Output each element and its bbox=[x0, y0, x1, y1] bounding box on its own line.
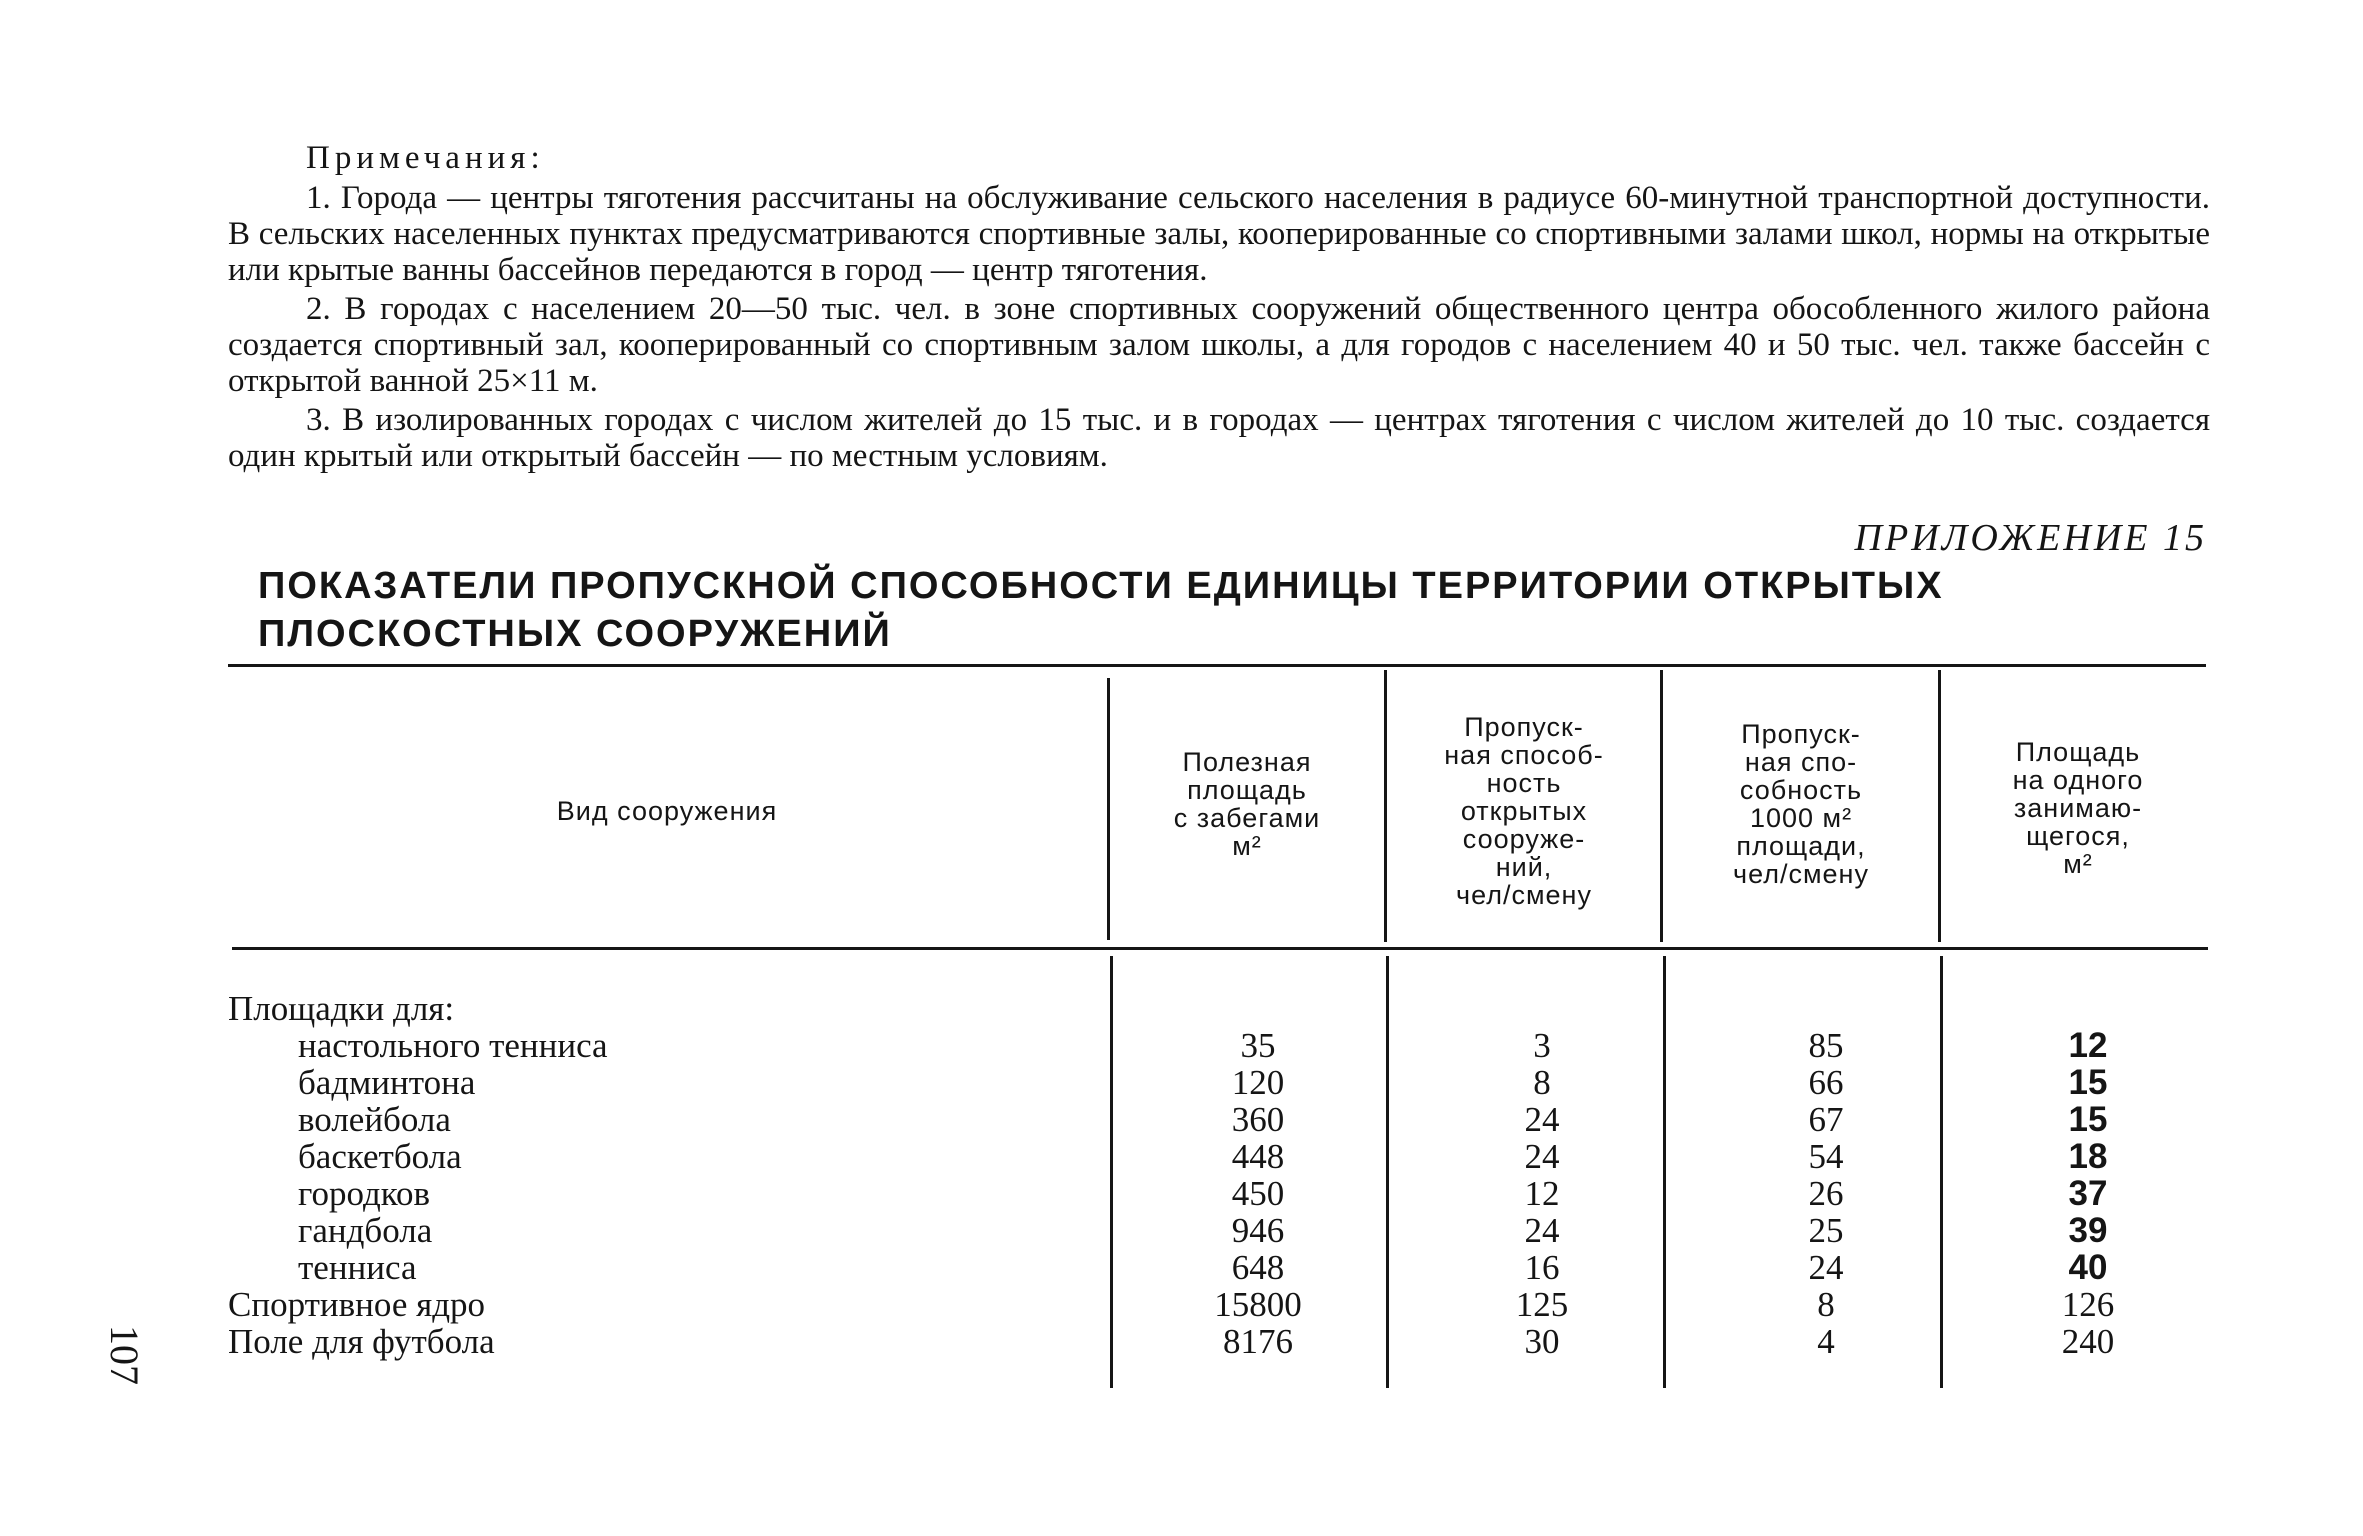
group-label: Площадки для: bbox=[228, 989, 455, 1028]
table-row bbox=[0, 1323, 2363, 1360]
table-row bbox=[0, 1175, 2363, 1212]
cell-per-1000: 54 bbox=[1808, 1137, 1844, 1176]
cell-per-person: 126 bbox=[2061, 1285, 2115, 1324]
header-type: Вид сооружения bbox=[556, 796, 778, 826]
cell-capacity: 125 bbox=[1515, 1285, 1569, 1324]
header-line: собность bbox=[1739, 775, 1863, 805]
table-row bbox=[0, 990, 2363, 1027]
cell-capacity: 16 bbox=[1524, 1248, 1560, 1287]
row-name: городков bbox=[298, 1174, 431, 1213]
column-divider bbox=[1107, 678, 1110, 940]
notes-section bbox=[228, 140, 2210, 477]
table-row bbox=[0, 1212, 2363, 1249]
header-line: с забегами bbox=[1173, 803, 1321, 833]
cell-area: 15800 bbox=[1214, 1285, 1302, 1324]
cell-capacity: 3 bbox=[1533, 1026, 1551, 1065]
header-line: м² bbox=[2063, 849, 2093, 879]
cell-capacity: 24 bbox=[1524, 1100, 1560, 1139]
column-divider bbox=[1660, 670, 1663, 942]
cell-area: 120 bbox=[1231, 1063, 1285, 1102]
table-row bbox=[0, 1064, 2363, 1101]
row-name: Спортивное ядро bbox=[228, 1285, 486, 1324]
note-2: 2. В городах с населением 20—50 тыс. чел. в зоне спортивных сооружений общественного центра обособленного жилого района создается спортивный зал, кооперированный со спортивным залом школы, а для городов с населением 40 и 50 тыс. чел. также бассейн с открытой ванной 25×11 м. bbox=[228, 291, 2210, 399]
row-name: волейбола bbox=[298, 1100, 451, 1139]
notes-heading: Примечания: bbox=[306, 140, 545, 176]
cell-per-1000: 66 bbox=[1808, 1063, 1844, 1102]
cell-per-person: 15 bbox=[2068, 1100, 2108, 1139]
cell-per-1000: 24 bbox=[1808, 1248, 1844, 1287]
cell-capacity: 8 bbox=[1533, 1063, 1551, 1102]
header-line: Пропуск- bbox=[1741, 719, 1861, 749]
cell-per-1000: 8 bbox=[1817, 1285, 1835, 1324]
cell-per-person: 37 bbox=[2068, 1174, 2108, 1213]
note-3: 3. В изолированных городах с числом жителей до 15 тыс. и в городах — центрах тяготения с числом жителей до 10 тыс. создается один крытый или открытый бассейн — по местным условиям. bbox=[228, 402, 2210, 474]
table-top-rule bbox=[228, 664, 2206, 667]
row-name: гандбола bbox=[298, 1211, 433, 1250]
cell-area: 648 bbox=[1231, 1248, 1285, 1287]
row-name: тенниса bbox=[298, 1248, 417, 1287]
header-line: на одного bbox=[2012, 765, 2144, 795]
row-name: баскетбола bbox=[298, 1137, 462, 1176]
header-line: сооруже- bbox=[1462, 824, 1586, 854]
row-name: настольного тенниса bbox=[298, 1026, 608, 1065]
cell-capacity: 24 bbox=[1524, 1137, 1560, 1176]
header-capacity-per-1000 bbox=[1666, 720, 1936, 888]
header-line: площадь bbox=[1187, 775, 1307, 805]
note-1: 1. Города — центры тяготения рассчитаны на обслуживание сельского населения в радиусе 60-минутной транспортной доступности. В сельских населенных пунктах предусматриваются спортивные залы, кооперированные со спортивными залами школ, нормы на открытые или крытые ванны бассейнов передаются в город — центр тяготения. bbox=[228, 180, 2210, 288]
header-line: Полезная bbox=[1182, 747, 1312, 777]
header-line: м² bbox=[1232, 831, 1262, 861]
header-line: Пропуск- bbox=[1464, 712, 1584, 742]
cell-per-1000: 85 bbox=[1808, 1026, 1844, 1065]
page-number: 107 bbox=[102, 1325, 147, 1385]
cell-capacity: 12 bbox=[1524, 1174, 1560, 1213]
header-bottom-rule bbox=[232, 947, 2208, 950]
header-line: ний, bbox=[1495, 852, 1553, 882]
header-line: площади, bbox=[1736, 831, 1866, 861]
header-line: ность bbox=[1486, 768, 1562, 798]
cell-capacity: 24 bbox=[1524, 1211, 1560, 1250]
table-row bbox=[0, 1138, 2363, 1175]
cell-per-1000: 26 bbox=[1808, 1174, 1844, 1213]
header-line: щегося, bbox=[2026, 821, 2130, 851]
cell-area: 450 bbox=[1231, 1174, 1285, 1213]
cell-per-person: 15 bbox=[2068, 1063, 2108, 1102]
cell-per-1000: 25 bbox=[1808, 1211, 1844, 1250]
column-divider bbox=[1938, 670, 1941, 942]
header-line: чел/смену bbox=[1733, 859, 1869, 889]
header-line: ная способ- bbox=[1444, 740, 1604, 770]
header-line: занимаю- bbox=[2013, 793, 2143, 823]
cell-per-person: 18 bbox=[2068, 1137, 2108, 1176]
cell-area: 946 bbox=[1231, 1211, 1285, 1250]
cell-capacity: 30 bbox=[1524, 1322, 1560, 1361]
cell-per-person: 39 bbox=[2068, 1211, 2108, 1250]
cell-per-person: 240 bbox=[2061, 1322, 2115, 1361]
table-row bbox=[0, 1027, 2363, 1064]
cell-per-person: 12 bbox=[2068, 1026, 2108, 1065]
cell-area: 360 bbox=[1231, 1100, 1285, 1139]
header-capacity bbox=[1390, 713, 1658, 909]
row-name: Поле для футбола bbox=[228, 1322, 495, 1361]
appendix-label: ПРИЛОЖЕНИЕ 15 bbox=[1854, 517, 2207, 559]
cell-per-1000: 67 bbox=[1808, 1100, 1844, 1139]
header-line: чел/смену bbox=[1456, 880, 1592, 910]
header-area-per-person bbox=[1943, 738, 2213, 878]
row-name: бадминтона bbox=[298, 1063, 476, 1102]
cell-per-person: 40 bbox=[2068, 1248, 2108, 1287]
header-area bbox=[1112, 748, 1382, 860]
header-line: открытых bbox=[1460, 796, 1588, 826]
cell-area: 8176 bbox=[1223, 1322, 1293, 1361]
table-row bbox=[0, 1101, 2363, 1138]
table-row bbox=[0, 1249, 2363, 1286]
table-row bbox=[0, 1286, 2363, 1323]
table-title: ПОКАЗАТЕЛИ ПРОПУСКНОЙ СПОСОБНОСТИ ЕДИНИЦЫ ТЕРРИТОРИИ ОТКРЫТЫХ ПЛОСКОСТНЫХ СООРУЖЕНИЙ bbox=[258, 565, 1944, 655]
header-line: Площадь bbox=[2015, 737, 2141, 767]
cell-per-1000: 4 bbox=[1817, 1322, 1835, 1361]
cell-area: 448 bbox=[1231, 1137, 1285, 1176]
header-line: ная спо- bbox=[1744, 747, 1858, 777]
cell-area: 35 bbox=[1240, 1026, 1276, 1065]
header-line: 1000 м² bbox=[1749, 803, 1853, 833]
column-divider bbox=[1384, 670, 1387, 942]
